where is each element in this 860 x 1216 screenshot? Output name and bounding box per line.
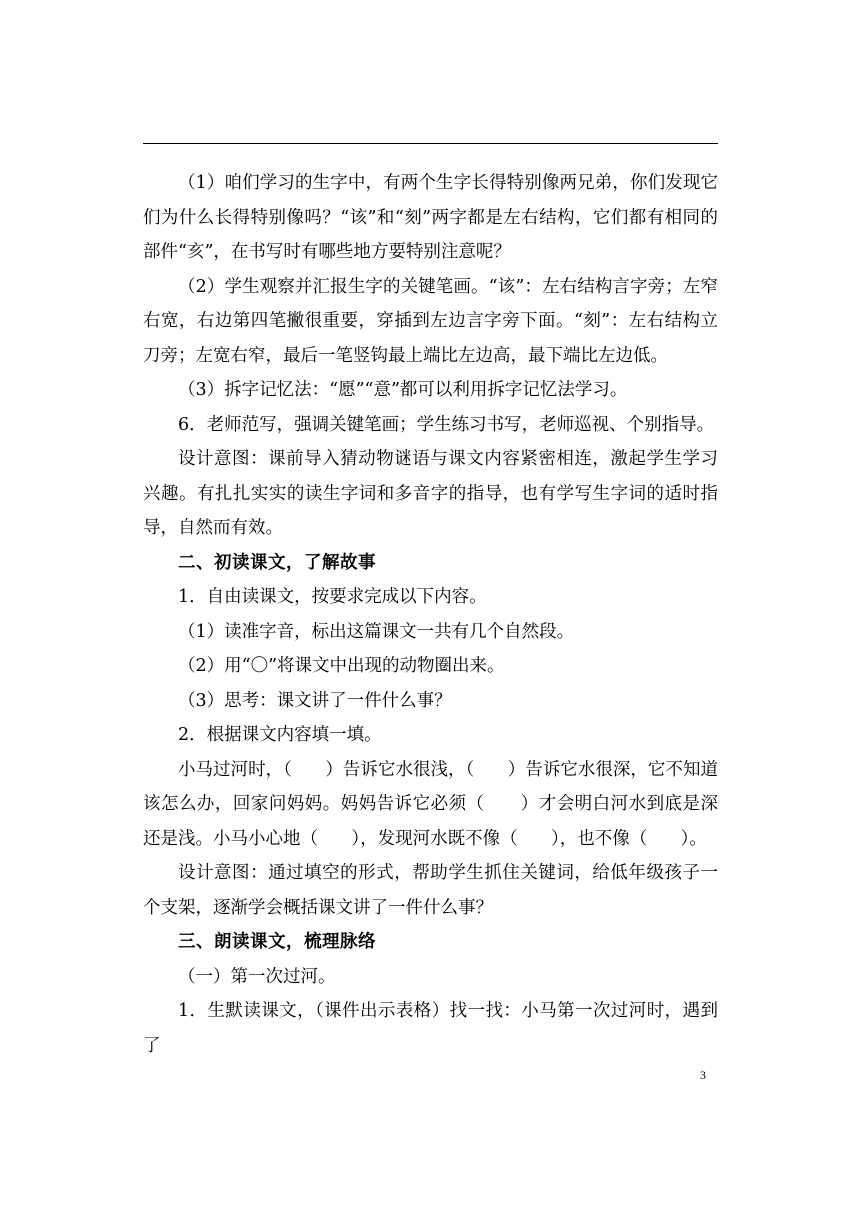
paragraph-8: （1）读准字音，标出这篇课文一共有几个自然段。: [178, 621, 575, 642]
page-number: 3: [700, 1068, 706, 1082]
section-heading-2: 二、初读课文，了解故事: [178, 552, 376, 573]
paragraph-7: 1．自由读课文，按要求完成以下内容。: [178, 587, 487, 607]
paragraph-2: （2）学生观察并汇报生字的关键笔画。“该”：左右结构言字旁；左窄右宽，右边第四笔撇很重要，穿插到左边言字旁下面。“刻”：左右结构立刀旁；左宽右窄，最后一笔竖钩最上端比左边高，最下端比左边低。: [143, 276, 718, 366]
paragraph-1: （1）咱们学习的生字中，有两个生字长得特别像两兄弟，你们发现它们为什么长得特别像吗？“该”和“刻”两字都是左右结构，它们都有相同的部件“亥”，在书写时有哪些地方要特别注意呢？: [143, 173, 718, 262]
paragraph-9: （2）用“〇”将课文中出现的动物圈出来。: [178, 656, 505, 676]
paragraph-11: 2．根据课文内容填一填。: [178, 725, 382, 745]
header-rule: [143, 143, 718, 144]
paragraph-13: 设计意图：通过填空的形式，帮助学生抓住关键词，给低年级孩子一个支架，逐渐学会概括课文讲了一件什么事？: [143, 863, 718, 918]
paragraph-15: （一）第一次过河。: [178, 966, 336, 987]
paragraph-5: 设计意图：课前导入猜动物谜语与课文内容紧密相连，激起学生学习兴趣。有扎扎实实的读生字词和多音字的指导，也有学写生字词的适时指导，自然而有效。: [143, 449, 718, 538]
document-body: [143, 166, 718, 1063]
paragraph-10: （3）思考：课文讲了一件什么事？: [178, 690, 452, 711]
paragraph-3: （3）拆字记忆法：“愿”“意”都可以利用拆字记忆法学习。: [178, 380, 628, 400]
paragraph-4: 6．老师范写，强调关键笔画；学生练习书写，老师巡视、个别指导。: [178, 414, 715, 435]
paragraph-16: 1．生默读课文，（课件出示表格）找一找：小马第一次过河时，遇到了: [143, 1001, 718, 1056]
fill-in-paragraph: 小马过河时，（ ）告诉它水很浅，（ ）告诉它水很深，它不知道该怎么办，回家问妈妈。妈妈告诉它必须（ ）才会明白河水到底是深还是浅。小马小心地（ ），发现河水既不像（ ），也不像（ ）。: [143, 759, 718, 849]
section-heading-3: 三、朗读课文，梳理脉络: [178, 932, 376, 952]
